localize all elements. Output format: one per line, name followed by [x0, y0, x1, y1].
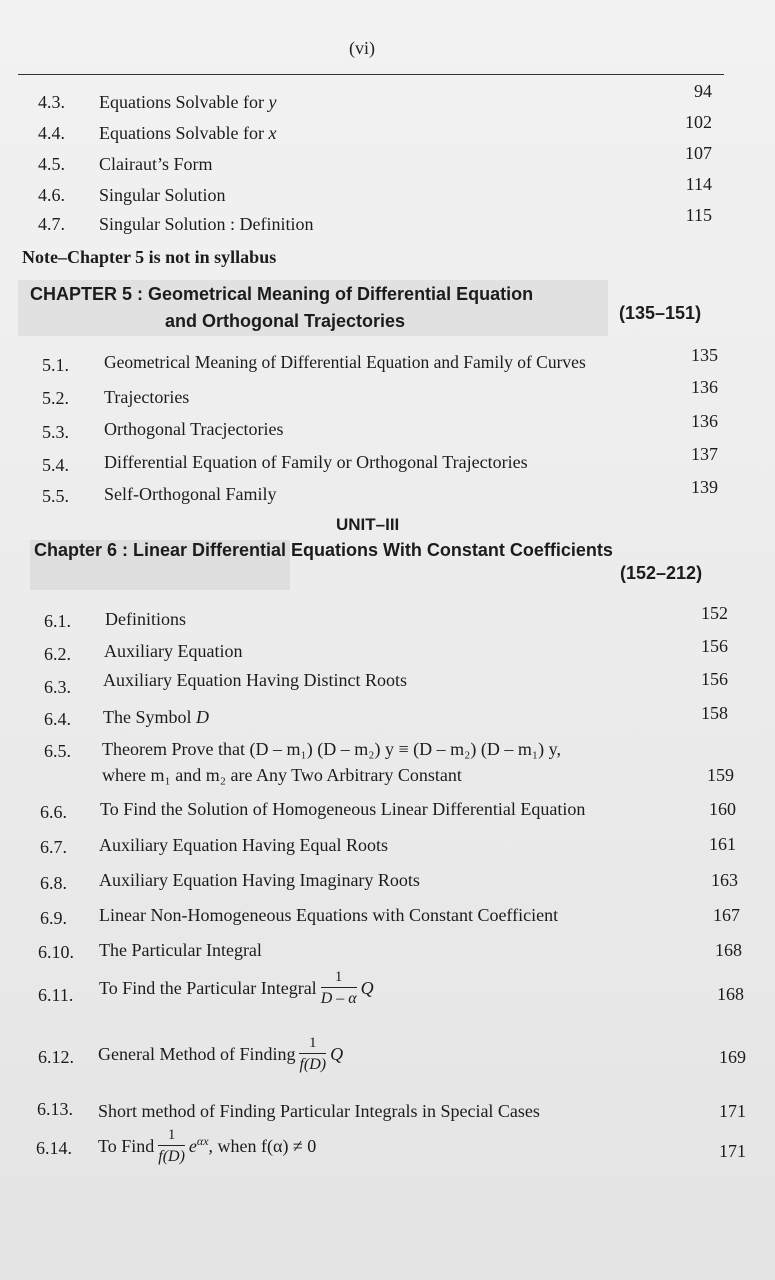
page-number-marker: (vi) — [349, 38, 375, 58]
chapter5-heading-line1: CHAPTER 5 : Geometrical Meaning of Differential Equation — [30, 284, 534, 304]
toc-num: 6.7. — [40, 837, 67, 857]
toc-title: Short method of Finding Particular Integrals in Special Cases — [98, 1101, 540, 1121]
chapter6-page-range: (152–212) — [620, 563, 703, 583]
toc-page: 168 — [717, 984, 744, 1004]
toc-page: 135 — [691, 345, 718, 365]
toc-num: 5.1. — [42, 355, 69, 375]
toc-title-continued: where m₁ and m₂ are Any Two Arbitrary Constant — [102, 765, 462, 785]
toc-num: 6.12. — [38, 1047, 74, 1067]
toc-num: 5.2. — [42, 388, 69, 408]
toc-page: 167 — [713, 905, 740, 925]
toc-title: Linear Non-Homogeneous Equations with Constant Coefficient — [99, 905, 559, 925]
toc-page: 137 — [691, 444, 718, 464]
chapter6-heading: Chapter 6 : Linear Differential Equations With Constant Coefficients — [34, 540, 613, 560]
toc-title: Clairaut’s Form — [99, 154, 213, 174]
toc-num: 6.4. — [44, 709, 71, 729]
toc-page: 159 — [707, 765, 734, 785]
chapter5-heading-line2: and Orthogonal Trajectories — [165, 311, 406, 331]
toc-title: Differential Equation of Family or Orthogonal Trajectories — [104, 452, 528, 472]
toc-page: 169 — [719, 1047, 746, 1067]
toc-num: 4.5. — [38, 154, 65, 174]
chapter5-page-range: (135–151) — [619, 303, 702, 323]
toc-num: 6.14. — [36, 1138, 72, 1158]
toc-title: Theorem Prove that (D – m₁) (D – m₂) y ≡ (D – m₂) (D – m₁) y, — [102, 739, 561, 759]
toc-title: To Find the Solution of Homogeneous Linear Differential Equation — [100, 799, 586, 819]
toc-num: 6.3. — [44, 677, 71, 697]
toc-title: Geometrical Meaning of Differential Equation and Family of Curves — [104, 352, 586, 372]
toc-num: 5.5. — [42, 486, 69, 506]
toc-title: Auxiliary Equation Having Distinct Roots — [103, 670, 407, 690]
toc-num: 4.4. — [38, 123, 65, 143]
toc-page: 102 — [685, 112, 712, 132]
toc-page: 107 — [685, 143, 712, 163]
toc-page: 158 — [701, 703, 728, 723]
toc-num: 5.3. — [42, 422, 69, 442]
toc-title: Auxiliary Equation Having Imaginary Roots — [99, 870, 420, 890]
toc-num: 6.1. — [44, 611, 71, 631]
toc-num: 6.13. — [37, 1099, 73, 1119]
toc-title: Equations Solvable for x — [99, 123, 277, 143]
toc-num: 6.10. — [38, 942, 74, 962]
toc-num: 6.2. — [44, 644, 71, 664]
toc-title: To Find $\frac{1}{f(D)}$ $e^{\alpha x}$, when f(α) ≠ 0 — [98, 1127, 317, 1165]
toc-num: 6.8. — [40, 873, 67, 893]
toc-title: To Find the Particular Integral $\frac{1}{D - \alpha}$ Q — [99, 969, 374, 1007]
toc-page: 136 — [691, 411, 718, 431]
toc-page: 152 — [701, 603, 728, 623]
toc-page: 161 — [709, 834, 736, 854]
toc-page: 156 — [701, 669, 728, 689]
toc-title: The Symbol D — [103, 707, 209, 727]
toc-title: Singular Solution : Definition — [99, 214, 314, 234]
toc-page: 115 — [685, 205, 712, 225]
syllabus-note: Note–Chapter 5 is not in syllabus — [22, 247, 277, 267]
toc-title: Self-Orthogonal Family — [104, 484, 277, 504]
toc-title: Singular Solution — [99, 185, 226, 205]
unit-heading: UNIT–III — [336, 515, 400, 534]
toc-page: 163 — [711, 870, 738, 890]
toc-page: 160 — [709, 799, 736, 819]
toc-page: 136 — [691, 377, 718, 397]
toc-title: General Method of Finding $\frac{1}{f(D)}$ Q — [98, 1035, 344, 1073]
toc-page: 156 — [701, 636, 728, 656]
toc-page: 139 — [691, 477, 718, 497]
toc-num: 4.3. — [38, 92, 65, 112]
toc-num: 4.6. — [38, 185, 65, 205]
toc-title: Auxiliary Equation Having Equal Roots — [99, 835, 388, 855]
toc-page: 168 — [715, 940, 742, 960]
toc-page: 171 — [719, 1141, 746, 1161]
toc-num: 6.5. — [44, 741, 71, 761]
toc-page: 114 — [685, 174, 712, 194]
toc-num: 4.7. — [38, 214, 65, 234]
toc-title: Definitions — [105, 609, 186, 629]
toc-num: 6.9. — [40, 908, 67, 928]
top-rule — [18, 74, 724, 75]
toc-title: Equations Solvable for y — [99, 92, 277, 112]
toc-title: The Particular Integral — [99, 940, 262, 960]
toc-title: Orthogonal Tracjectories — [104, 419, 284, 439]
toc-page: 171 — [719, 1101, 746, 1121]
toc-title: Auxiliary Equation — [104, 641, 243, 661]
toc-num: 6.11. — [38, 985, 74, 1005]
toc-title: Trajectories — [104, 387, 190, 407]
toc-num: 6.6. — [40, 802, 67, 822]
toc-page: 94 — [694, 81, 712, 101]
toc-num: 5.4. — [42, 455, 69, 475]
